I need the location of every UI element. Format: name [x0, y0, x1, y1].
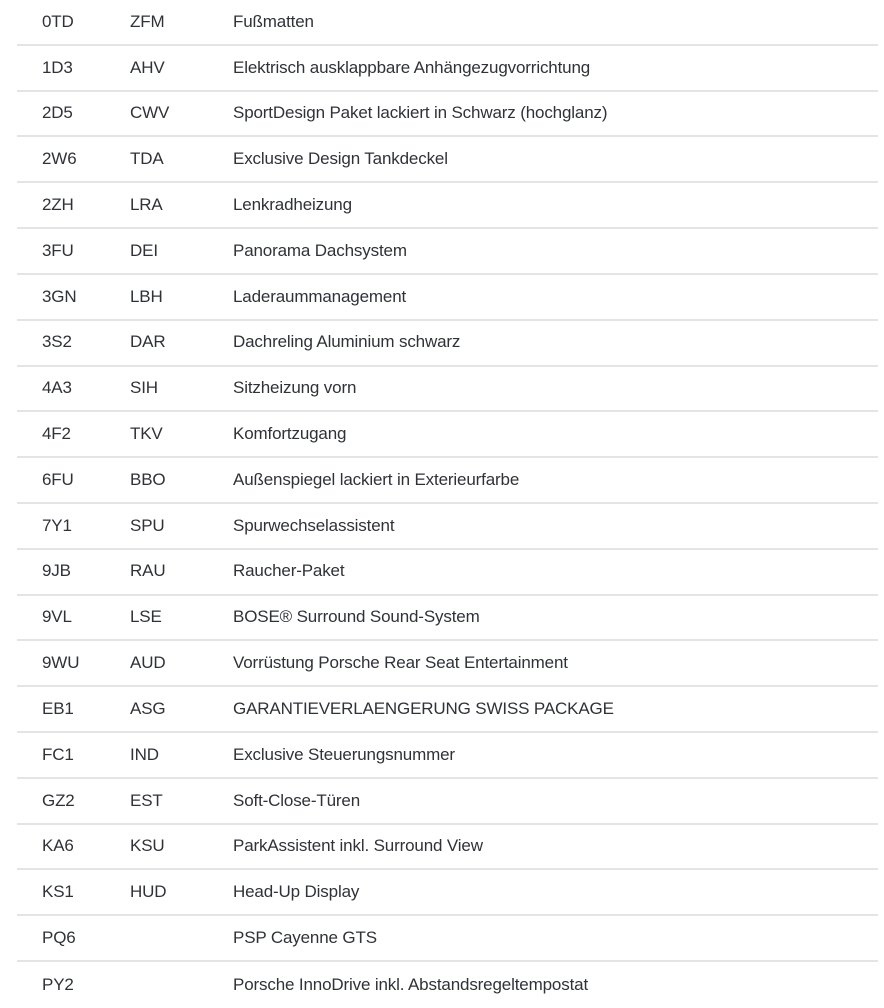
option-description: Dachreling Aluminium schwarz	[233, 332, 461, 352]
order-code: GZ2	[42, 790, 75, 810]
option-description: Fußmatten	[233, 11, 314, 31]
option-row	[17, 641, 878, 687]
option-description: Raucher-Paket	[233, 561, 345, 581]
option-description: Porsche InnoDrive inkl. Abstandsregeltempostat	[233, 974, 589, 994]
order-code: 2W6	[42, 149, 77, 169]
i-code: ZFM	[130, 11, 165, 31]
order-code: 4A3	[42, 378, 72, 398]
option-description: Außenspiegel lackiert in Exterieurfarbe	[233, 469, 520, 489]
order-code: 9WU	[42, 653, 80, 673]
option-row	[17, 412, 878, 458]
order-code: 3GN	[42, 286, 77, 306]
option-row	[17, 916, 878, 962]
option-row	[17, 504, 878, 550]
option-description: GARANTIEVERLAENGERUNG SWISS PACKAGE	[233, 698, 614, 718]
option-row	[17, 733, 878, 779]
option-row	[17, 183, 878, 229]
order-code: 3S2	[42, 332, 72, 352]
i-code: BBO	[130, 469, 166, 489]
i-code: LBH	[130, 286, 163, 306]
option-description: Elektrisch ausklappbare Anhängezugvorrichtung	[233, 57, 591, 77]
option-description: Panorama Dachsystem	[233, 240, 407, 260]
option-row	[17, 367, 878, 413]
option-row	[17, 458, 878, 504]
option-row	[17, 870, 878, 916]
i-code: LRA	[130, 194, 163, 214]
option-description: BOSE® Surround Sound-System	[233, 607, 480, 627]
order-code: 2ZH	[42, 194, 74, 214]
option-row	[17, 92, 878, 138]
option-description: Soft-Close-Türen	[233, 790, 361, 810]
i-code: TDA	[130, 149, 164, 169]
order-code: KA6	[42, 836, 74, 856]
option-row	[17, 229, 878, 275]
option-row	[17, 687, 878, 733]
option-row	[17, 46, 878, 92]
i-code: KSU	[130, 836, 165, 856]
i-code: TKV	[130, 424, 163, 444]
i-code: LSE	[130, 607, 162, 627]
order-code: 1D3	[42, 57, 73, 77]
order-code: PQ6	[42, 927, 76, 947]
option-row	[17, 275, 878, 321]
i-code: HUD	[130, 882, 167, 902]
option-row	[17, 321, 878, 367]
i-code: IND	[130, 744, 159, 764]
option-row	[17, 596, 878, 642]
option-description: Spurwechselassistent	[233, 515, 395, 535]
i-code: SPU	[130, 515, 165, 535]
option-row	[17, 825, 878, 871]
option-description: Sitzheizung vorn	[233, 378, 357, 398]
order-code: 2D5	[42, 103, 73, 123]
i-code: DEI	[130, 240, 158, 260]
order-code: 0TD	[42, 11, 74, 31]
option-description: Exclusive Steuerungsnummer	[233, 744, 455, 764]
order-code: 6FU	[42, 469, 74, 489]
option-row	[17, 137, 878, 183]
i-code: DAR	[130, 332, 166, 352]
order-code: 3FU	[42, 240, 74, 260]
option-description: Head-Up Display	[233, 882, 360, 902]
order-code: KS1	[42, 882, 74, 902]
i-code: SIH	[130, 378, 158, 398]
order-code: FC1	[42, 744, 74, 764]
order-code: 9VL	[42, 607, 72, 627]
option-description: Laderaummanagement	[233, 286, 407, 306]
order-code: 9JB	[42, 561, 71, 581]
option-description: Exclusive Design Tankdeckel	[233, 149, 448, 169]
option-description: ParkAssistent inkl. Surround View	[233, 836, 483, 856]
i-code: AHV	[130, 57, 165, 77]
option-description: PSP Cayenne GTS	[233, 927, 377, 947]
option-row	[17, 550, 878, 596]
i-code: EST	[130, 790, 163, 810]
order-code: 7Y1	[42, 515, 72, 535]
i-code: CWV	[130, 103, 170, 123]
option-description: Vorrüstung Porsche Rear Seat Entertainment	[233, 653, 568, 673]
option-description: SportDesign Paket lackiert in Schwarz (hochglanz)	[233, 103, 608, 123]
option-description: Komfortzugang	[233, 424, 347, 444]
i-code: AUD	[130, 653, 166, 673]
option-description: Lenkradheizung	[233, 194, 352, 214]
option-row	[17, 0, 878, 46]
i-code: ASG	[130, 698, 166, 718]
order-code: 4F2	[42, 424, 71, 444]
order-code: PY2	[42, 974, 74, 994]
order-code: EB1	[42, 698, 74, 718]
option-row	[17, 779, 878, 825]
options-table	[17, 0, 878, 1008]
option-row	[17, 962, 878, 1008]
i-code: RAU	[130, 561, 166, 581]
